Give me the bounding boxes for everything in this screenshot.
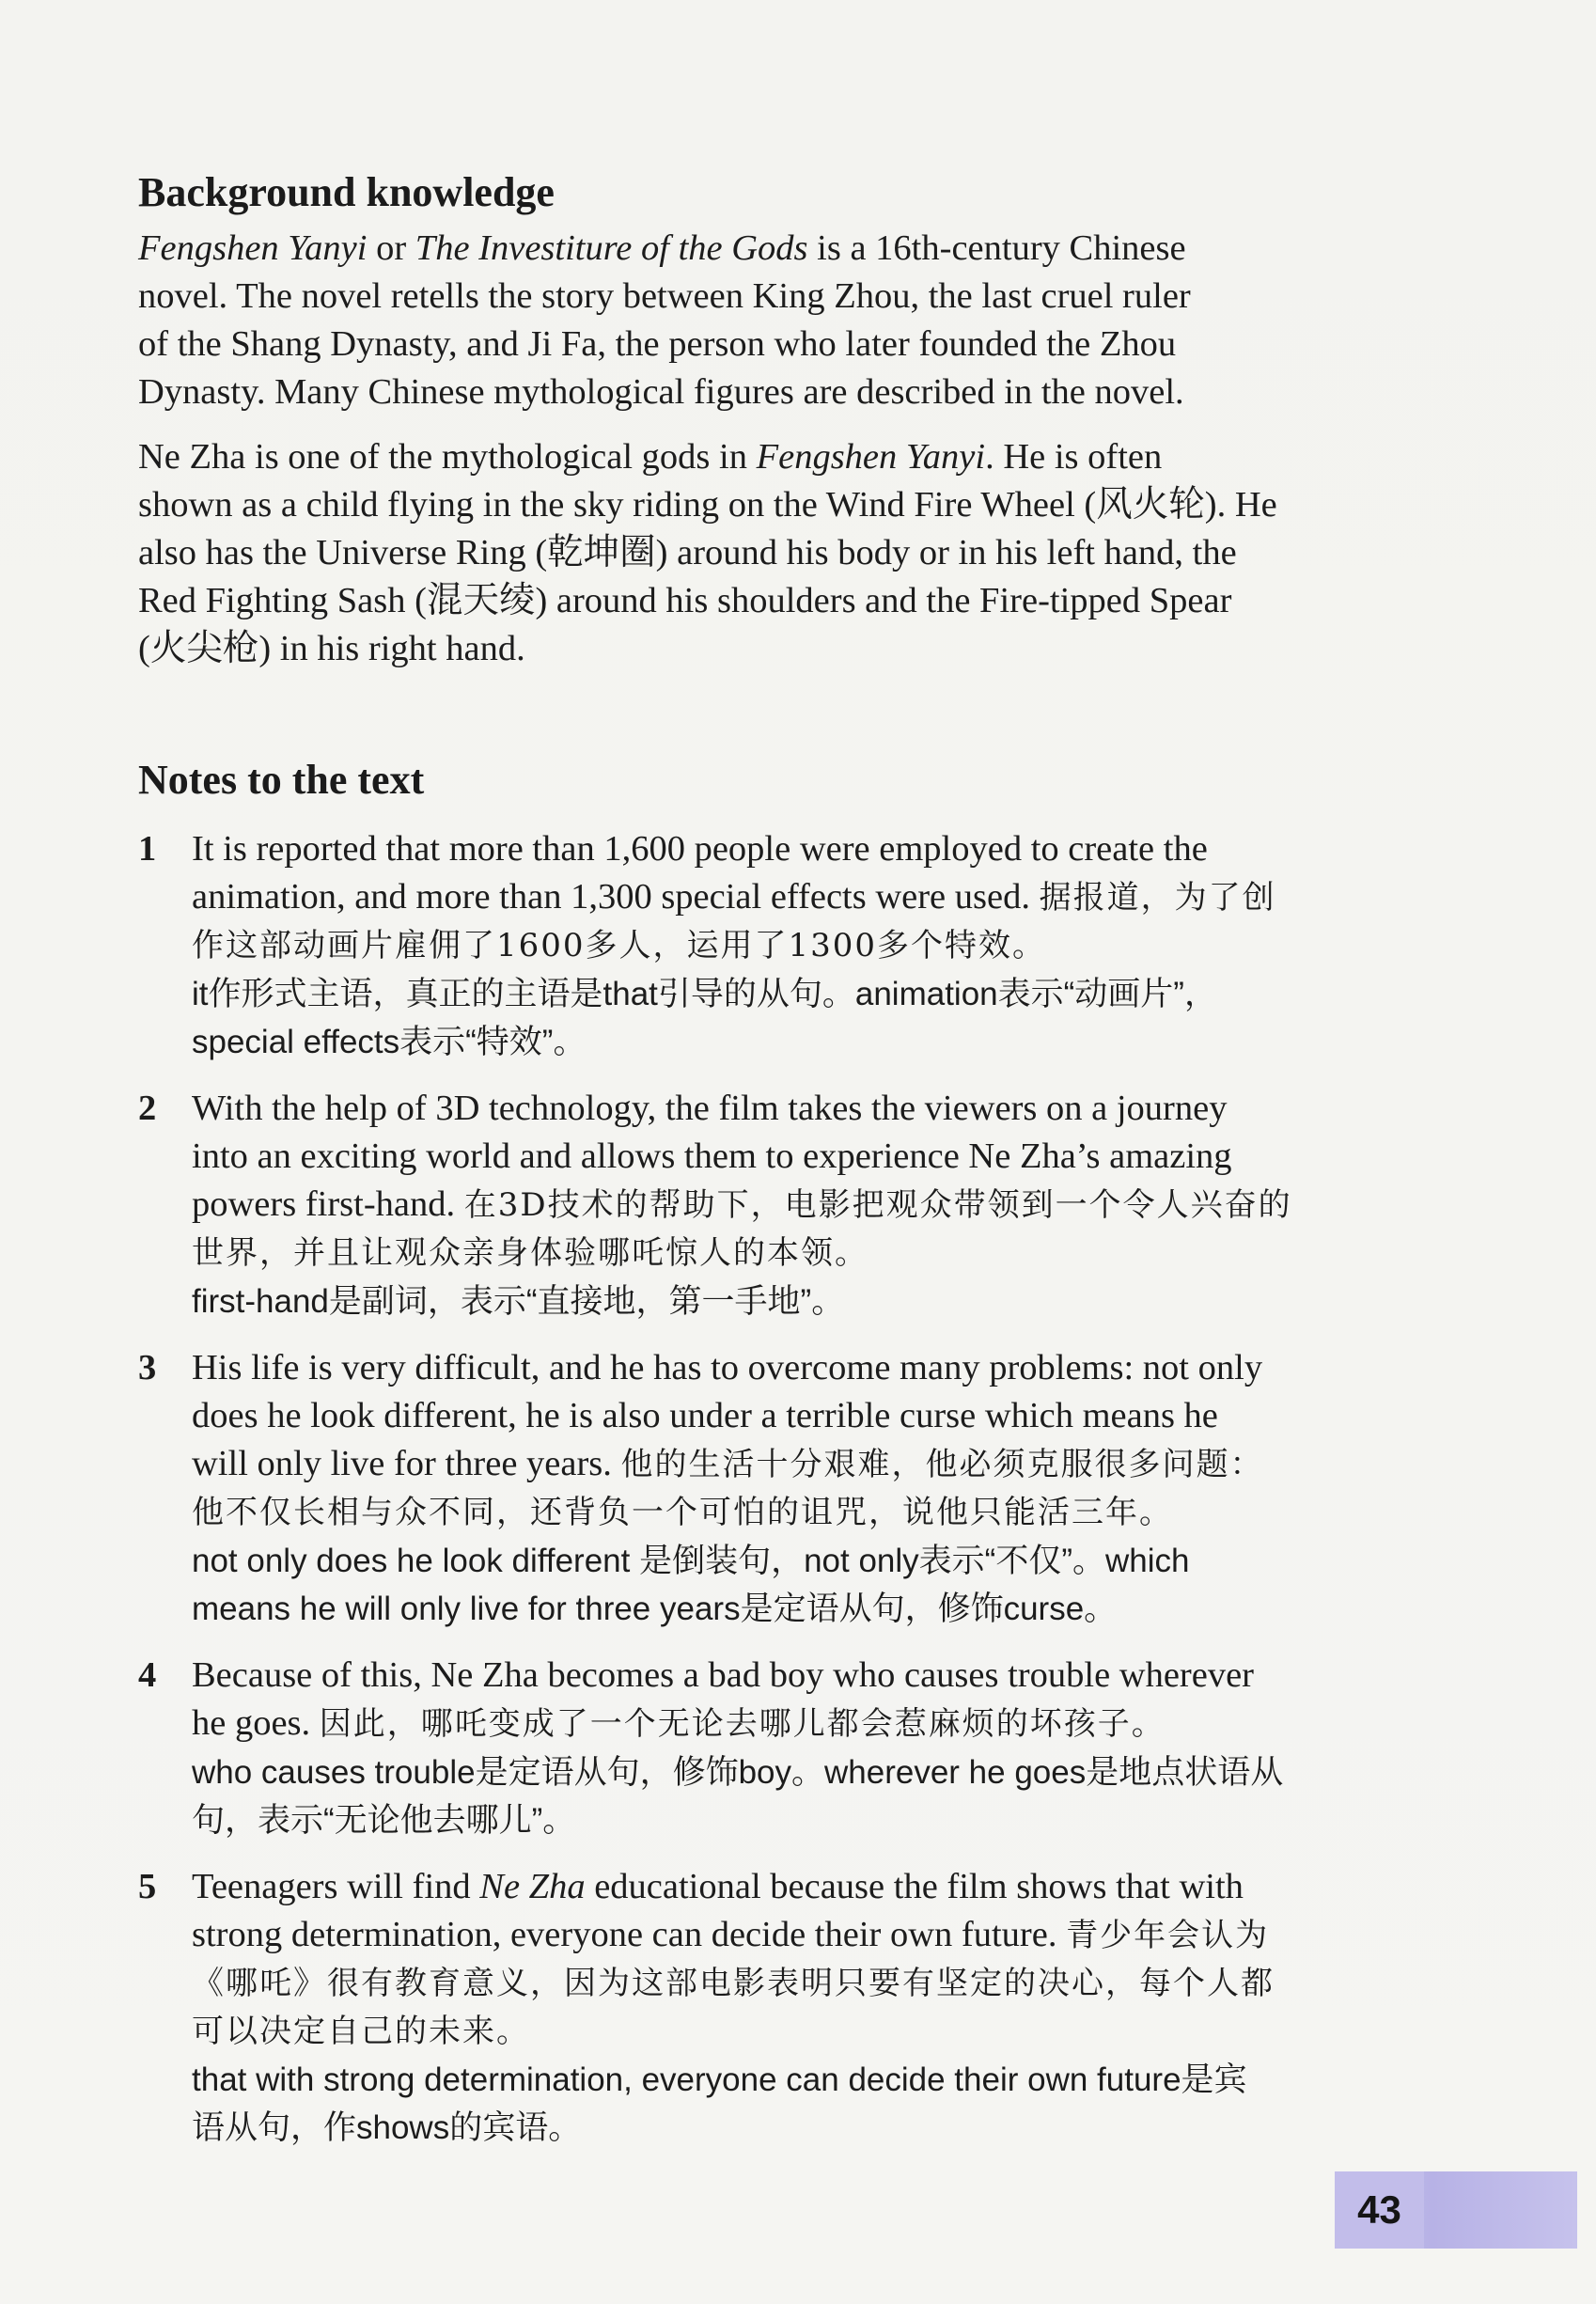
- chinese-translation: 《哪吒》很有教育意义，因为这部电影表明只要有坚定的决心，每个人都: [192, 1965, 1275, 2002]
- page-number: 43: [1357, 2187, 1401, 2232]
- note-item: 5 Teenagers will find Ne Zha educational because the film shows that with strong determination, everyone can decide their own future. 青少年会认为 《哪吒》很有教育意义，因为这部电影表明只要有坚定的决心，每个人都 可以决定自己的未来。 that with strong determination, everyone can decide their own future是宾 语从句，作shows的宾语。: [138, 1863, 1435, 2152]
- grammar-explanation: not only does he look different 是倒装句，not only表示“不仅”。which: [192, 1543, 1190, 1579]
- chinese-translation: 青少年会认为: [1066, 1917, 1270, 1954]
- notes-section: [138, 752, 1435, 2152]
- grammar-explanation: 语从句，作shows的宾语。: [192, 2109, 582, 2146]
- grammar-explanation: that with strong determination, everyone can decide their own future是宾: [192, 2061, 1247, 2098]
- note-number: 3: [138, 1348, 157, 1387]
- notes-heading: Notes to the text: [138, 757, 425, 803]
- chinese-translation: 在3D技术的帮助下，电影把观众带领到一个令人兴奋的: [463, 1186, 1292, 1224]
- grammar-explanation: means he will only live for three years是定语从句，修饰curse。: [192, 1591, 1118, 1627]
- chinese-translation: 世界，并且让观众亲身体验哪吒惊人的本领。: [192, 1234, 868, 1272]
- note-item: 2 With the help of 3D technology, the film takes the viewers on a journey into an exciting world and allows them to experience Ne Zha’s amazing powers first-hand. 在3D技术的帮助下，电影把观众带领到一个令人兴奋的 世界，并且让观众亲身体验哪吒惊人的本领。 first-hand是副词，表示“直接地，第一手地”。: [138, 1085, 1435, 1325]
- grammar-explanation: 句，表示“无论他去哪儿”。: [192, 1802, 576, 1839]
- chinese-translation: 他不仅长相与众不同，还背负一个可怕的诅咒，说他只能活三年。: [192, 1494, 1173, 1531]
- background-section: [138, 165, 1435, 673]
- note-item: 3 His life is very difficult, and he has to overcome many problems: not only does he look different, he is also under a terrible curse which means he will only live for three years. 他的生活十分艰难，他必须克服很多问题： 他不仅长相与众不同，还背负一个可怕的诅咒，说他只能活三年。 not only does he look different 是倒装句，not only表示“不仅”。which means he will only live for three years是定语从句，修饰curse。: [138, 1344, 1435, 1633]
- note-item: 1 It is reported that more than 1,600 people were employed to create the animation, and more than 1,300 special effects were used. 据报道，为了创 作这部动画片雇佣了1600多人，运用了1300多个特效。 it作形式主语，真正的主语是that引导的从句。animation表示“动画片”， special effects表示“特效”。: [138, 825, 1435, 1066]
- page-content: [138, 165, 1435, 2171]
- chinese-translation: 作这部动画片雇佣了1600多人，运用了1300多个特效。: [192, 927, 1047, 964]
- background-heading: Background knowledge: [138, 169, 555, 215]
- chinese-translation: 可以决定自己的未来。: [192, 2013, 530, 2050]
- film-title: Ne Zha: [479, 1867, 586, 1906]
- background-paragraph-1: Fengshen Yanyi or The Investiture of the Gods is a 16th-century Chinese novel. The novel retells the story between King Zhou, the last cruel ruler of the Shang Dynasty, and Ji Fa, the person who later founded the Zhou Dynasty. Many Chinese mythological figures are described in the novel.: [138, 228, 1191, 412]
- chinese-translation: 他的生活十分艰难，他必须克服很多问题：: [620, 1446, 1264, 1483]
- chinese-translation: 据报道，为了创: [1039, 879, 1276, 917]
- book-title-investiture: The Investiture of the Gods: [415, 228, 808, 268]
- grammar-explanation: it作形式主语，真正的主语是that引导的从句。animation表示“动画片”，: [192, 976, 1217, 1012]
- grammar-explanation: special effects表示“特效”。: [192, 1024, 587, 1060]
- note-number: 5: [138, 1867, 157, 1906]
- chinese-translation: 因此，哪吒变成了一个无论去哪儿都会惹麻烦的坏孩子。: [319, 1705, 1166, 1743]
- grammar-explanation: first-hand是副词，表示“直接地，第一手地”。: [192, 1283, 845, 1320]
- note-item: 4 Because of this, Ne Zha becomes a bad boy who causes trouble wherever he goes. 因此，哪吒变成了一个无论去哪儿都会惹麻烦的坏孩子。 who causes trouble是定语从句，修饰boy。wherever he goes是地点状语从 句，表示“无论他去哪儿”。: [138, 1652, 1435, 1844]
- note-number: 4: [138, 1655, 157, 1695]
- book-title-fengshen: Fengshen Yanyi: [138, 228, 368, 268]
- page-number-box: [1335, 2171, 1424, 2249]
- background-paragraph-2: Ne Zha is one of the mythological gods in Fengshen Yanyi. He is often shown as a child flying in the sky riding on the Wind Fire Wheel (风火轮). He also has the Universe Ring (乾坤圈) around his body or in his left hand, the Red Fighting Sash (混天绫) around his shoulders and the Fire-tipped Spear (火尖枪) in his right hand.: [138, 437, 1277, 668]
- note-number: 1: [138, 829, 157, 869]
- grammar-explanation: who causes trouble是定语从句，修饰boy。wherever he goes是地点状语从: [192, 1754, 1284, 1791]
- note-number: 2: [138, 1089, 157, 1128]
- book-title-fengshen: Fengshen Yanyi: [756, 437, 986, 477]
